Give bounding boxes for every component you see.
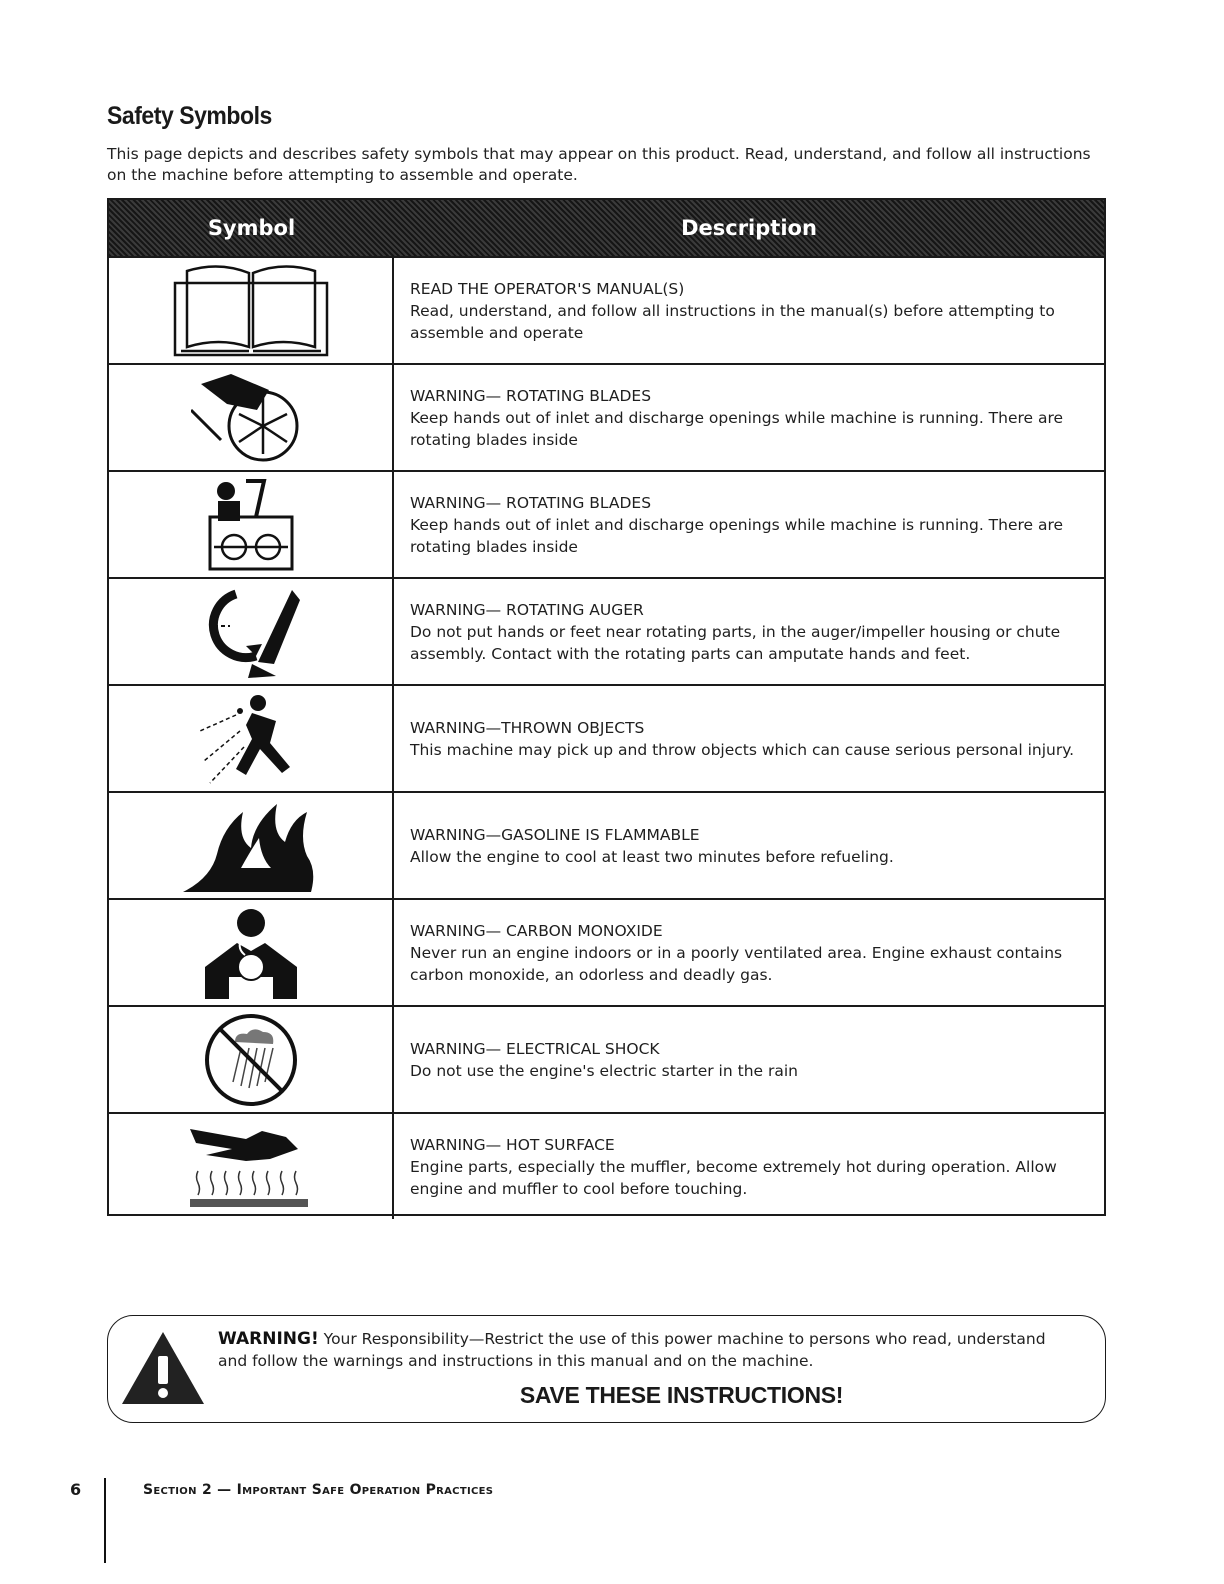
row-heading: WARNING— ROTATING BLADES: [410, 386, 652, 405]
row-text: This machine may pick up and throw objects which can cause serious personal injury.: [410, 740, 1075, 759]
symbol-cell: [109, 900, 394, 1005]
symbol-cell: [109, 472, 394, 577]
row-text: Keep hands out of inlet and discharge openings while machine is running. There are rotating blades inside: [410, 408, 1064, 449]
manual-icon: [171, 263, 331, 359]
row-text: Allow the engine to cool at least two minutes before refueling.: [410, 847, 894, 866]
warning-text: [218, 1328, 1078, 1372]
row-heading: WARNING—THROWN OBJECTS: [410, 718, 645, 737]
page-footer: [70, 1478, 770, 1568]
table-row: [109, 470, 1104, 577]
row-text: Keep hands out of inlet and discharge openings while machine is running. There are rotating blades inside: [410, 515, 1064, 556]
symbol-cell: [109, 258, 394, 363]
row-text: Read, understand, and follow all instructions in the manual(s) before attempting to assemble and operate: [410, 301, 1055, 342]
rotating-blades-machine-icon: [206, 477, 296, 573]
symbol-cell: [109, 793, 394, 898]
save-instructions: SAVE THESE INSTRUCTIONS!: [519, 1382, 844, 1408]
row-heading: WARNING— ELECTRICAL SHOCK: [410, 1039, 660, 1058]
header-description: Description: [681, 216, 817, 240]
table-row: [109, 1112, 1104, 1219]
hot-surface-icon: [186, 1119, 316, 1215]
page-number: 6: [70, 1480, 82, 1499]
symbol-cell: [109, 365, 394, 470]
description-cell: [394, 1114, 1104, 1219]
warning-label: WARNING!: [218, 1329, 319, 1349]
table-row: [109, 684, 1104, 791]
page-title: Safety Symbols: [107, 102, 272, 130]
no-rain-icon: [201, 1012, 301, 1108]
safety-symbols-table: [107, 198, 1106, 1216]
symbol-cell: [109, 579, 394, 684]
description-cell: [394, 365, 1104, 470]
table-row: [109, 898, 1104, 1005]
flame-icon: [181, 798, 321, 894]
symbol-cell: [109, 686, 394, 791]
row-text: Engine parts, especially the muffler, become extremely hot during operation. Allow engine and muffler to cool before touching.: [410, 1157, 1057, 1198]
row-heading: WARNING—GASOLINE IS FLAMMABLE: [410, 825, 700, 844]
row-heading: READ THE OPERATOR'S MANUAL(S): [410, 279, 685, 298]
rotating-blades-hand-icon: [191, 370, 311, 466]
warning-box: [107, 1315, 1106, 1423]
thrown-objects-icon: [196, 691, 306, 787]
description-cell: [394, 686, 1104, 791]
row-heading: WARNING— ROTATING BLADES: [410, 493, 652, 512]
description-cell: [394, 472, 1104, 577]
description-cell: [394, 1007, 1104, 1112]
row-heading: WARNING— CARBON MONOXIDE: [410, 921, 663, 940]
table-row: [109, 577, 1104, 684]
carbon-monoxide-icon: [201, 905, 301, 1001]
description-cell: [394, 579, 1104, 684]
footer-divider: [104, 1478, 106, 1563]
row-text: Do not put hands or feet near rotating parts, in the auger/impeller housing or chute assembly. Contact with the rotating parts can amputate hands and feet.: [410, 622, 1061, 663]
row-text: Do not use the engine's electric starter in the rain: [410, 1061, 798, 1080]
table-row: [109, 363, 1104, 470]
description-cell: [394, 258, 1104, 363]
row-heading: WARNING— HOT SURFACE: [410, 1135, 615, 1154]
table-header: [109, 200, 1104, 256]
section-title: Section 2 — Important Safe Operation Practices: [143, 1482, 494, 1498]
intro-paragraph: This page depicts and describes safety symbols that may appear on this product. Read, understand, and follow all instructions on the machine before attempting to assemble and operate.: [107, 145, 1091, 184]
table-row: [109, 791, 1104, 898]
table-row: [109, 256, 1104, 363]
rotating-auger-icon: [196, 584, 306, 680]
symbol-cell: [109, 1007, 394, 1112]
row-heading: WARNING— ROTATING AUGER: [410, 600, 644, 619]
description-cell: [394, 900, 1104, 1005]
table-row: [109, 1005, 1104, 1112]
warning-body: Your Responsibility—Restrict the use of this power machine to persons who read, understand and follow the warnings and instructions in this manual and on the machine.: [218, 1330, 1046, 1370]
row-text: Never run an engine indoors or in a poorly ventilated area. Engine exhaust contains carbon monoxide, an odorless and deadly gas.: [410, 943, 1063, 984]
symbol-cell: [109, 1114, 394, 1219]
header-symbol: Symbol: [207, 216, 296, 240]
description-cell: [394, 793, 1104, 898]
